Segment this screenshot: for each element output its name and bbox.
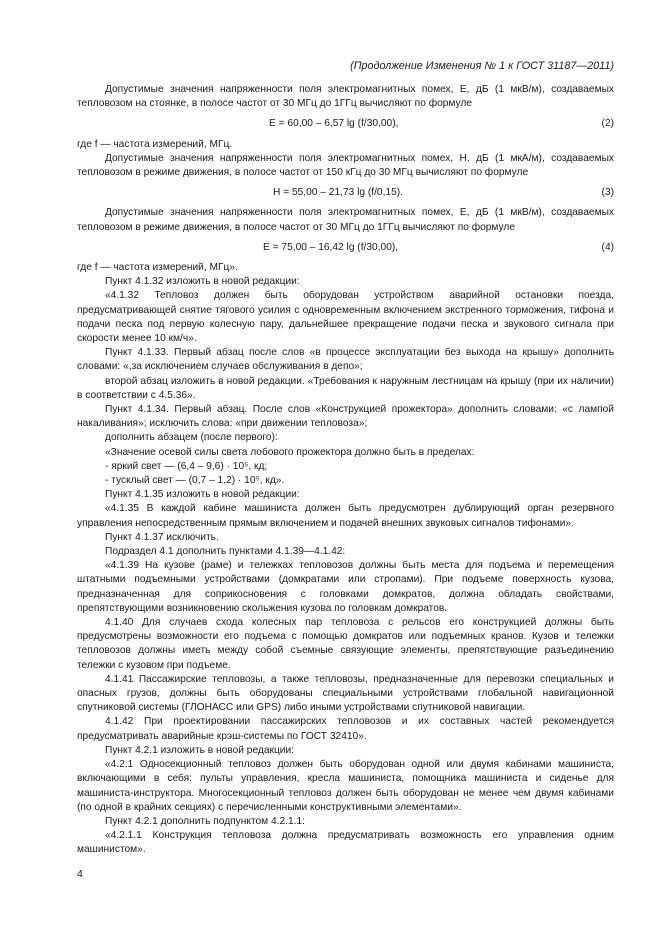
paragraph: 4.1.41 Пассажирские тепловозы, а также тепловозы, предназначенные для перевозки специальных и опасных грузов, должны быть оборудованы специальными устройствами глобальной навигационной спутниковой системы (ГЛОНАСС или GPS) либо иными устройствами спутниковой навигации. — [77, 673, 614, 714]
formula-3 — [77, 186, 614, 200]
paragraph: - яркий свет — (6,4 – 9,6) · 10⁵, кд; — [105, 460, 268, 472]
formula-expression: E = 75,00 – 16,42 lg (f/30,00), — [263, 241, 399, 253]
page-number: 4 — [77, 868, 83, 880]
paragraph: «4.2.1.1 Конструкция тепловоза должна предусматривать возможность его управления одним машинистом». — [77, 830, 614, 856]
paragraph: Пункт 4.2.1 изложить в новой редакции: — [105, 744, 295, 756]
paragraph: Допустимые значения напряженности поля электромагнитных помех, E, дБ (1 мкВ/м), создаваемых тепловозом на стоянке, в полосе частот от 30 МГц до 1ГГц вычисляют по формуле — [77, 84, 614, 110]
formula-2 — [77, 117, 614, 131]
paragraph: «4.2.1 Односекционный тепловоз должен быть оборудован одной или двумя кабинами машиниста, включающими в себя: пульты управления, кресла машиниста, помощника машиниста и сиденье для машиниста-инструктора. Многосекционный тепловоз должен быть оборудован не менее чем двумя кабинами (по одной в крайних секциях) с перечисленными конструктивными элементами». — [77, 759, 614, 813]
paragraph: где f — частота измерений, МГц. — [77, 138, 233, 150]
paragraph: «4.1.39 На кузове (раме) и тележках тепловозов должны быть места для подъема и перемещения штатными подъемными устройствами (домкратами или стропами). При подъеме поверхность кузова, предназначенная для соприкосновения с головками домкратов, должна обладать свойствами, препятствующими возникновению скольжения кузова по головкам домкратов. — [77, 560, 614, 614]
paragraph: Пункт 4.1.32 изложить в новой редакции: — [105, 276, 300, 288]
paragraph: где f — частота измерений, МГц». — [77, 261, 238, 273]
paragraph: Пункт 4.1.34. Первый абзац. После слов «Конструкцией прожектора» дополнить словами: «с лампой накаливания»; исключить слова: «при движении тепловоза»; — [77, 404, 614, 430]
running-header: (Продолжение Изменения № 1 к ГОСТ 31187—2011) — [350, 60, 614, 72]
document-body — [77, 83, 614, 858]
paragraph: «4.1.32 Тепловоз должен быть оборудован устройством аварийной остановки поезда, предусматривающей снятие тягового усилия с одновременным включением экстренного торможения, тифона и подачи песка под первую колесную пару, дальнейшее прекращение подачи песка и звукового сигнала при скорости менее 10 км/ч». — [77, 290, 614, 344]
paragraph: Пункт 4.1.35 изложить в новой редакции: — [105, 489, 300, 501]
paragraph: «4.1.35 В каждой кабине машиниста должен быть предусмотрен дублирующий орган резервного управления непосредственным прямым включением и подачей внешних звуковых сигналов тифонами». — [77, 503, 614, 529]
paragraph: 4.1.40 Для случаев схода колесных пар тепловоза с рельсов его конструкцией должны быть предусмотрены возможности его подъема с помощью домкратов или подъемных кранов. Кузов и тележки тепловозов должны иметь между собой съемные связующие элементы, препятствующие разъединению тележки с кузовом при подъеме. — [77, 617, 614, 671]
paragraph: «Значение осевой силы света лобового прожектора должно быть в пределах: — [105, 446, 475, 458]
paragraph: - тусклый свет — (0,7 – 1,2) · 10⁵, кд». — [105, 475, 285, 487]
formula-number: (3) — [601, 187, 614, 199]
paragraph: дополнить абзацем (после первого): — [105, 432, 278, 444]
paragraph: Пункт 4.2.1 дополнить подпунктом 4.2.1.1: — [105, 815, 305, 827]
formula-expression: E = 60,00 – 6,57 lg (f/30,00), — [269, 118, 399, 130]
formula-4 — [77, 241, 614, 255]
paragraph: второй абзац изложить в новой редакции. «Требования к наружным лестницам на крышу (при их наличии) в соответствии с 4.5.36». — [77, 375, 614, 401]
paragraph: Допустимые значения напряженности поля электромагнитных помех, H, дБ (1 мкА/м), создаваемых тепловозом в режиме движения, в полосе частот от 150 кГц до 30 МГц вычисляют по формуле — [77, 152, 614, 178]
paragraph: 4.1.42 При проектировании пассажирских тепловозов и их составных частей рекомендуется предусматривать аварийные крэш-системы по ГОСТ 32410». — [77, 716, 614, 742]
paragraph: Допустимые значения напряженности поля электромагнитных помех, E, дБ (1 мкВ/м), создаваемых тепловозом в режиме движения, в полосе частот от 30 МГц до 1ГГц вычисляют по формуле — [77, 207, 614, 233]
formula-number: (4) — [601, 241, 614, 253]
paragraph: Подраздел 4.1 дополнить пунктами 4.1.39—4.1.42: — [105, 546, 346, 558]
formula-number: (2) — [601, 118, 614, 130]
paragraph: Пункт 4.1.33. Первый абзац после слов «в процессе эксплуатации без выхода на крышу» дополнить словами: «,за исключением случаев обслуживания в депо»; — [77, 347, 614, 373]
formula-expression: H = 55,00 – 21,73 lg (f/0,15). — [273, 187, 403, 199]
paragraph: Пункт 4.1.37 исключить. — [105, 531, 219, 543]
